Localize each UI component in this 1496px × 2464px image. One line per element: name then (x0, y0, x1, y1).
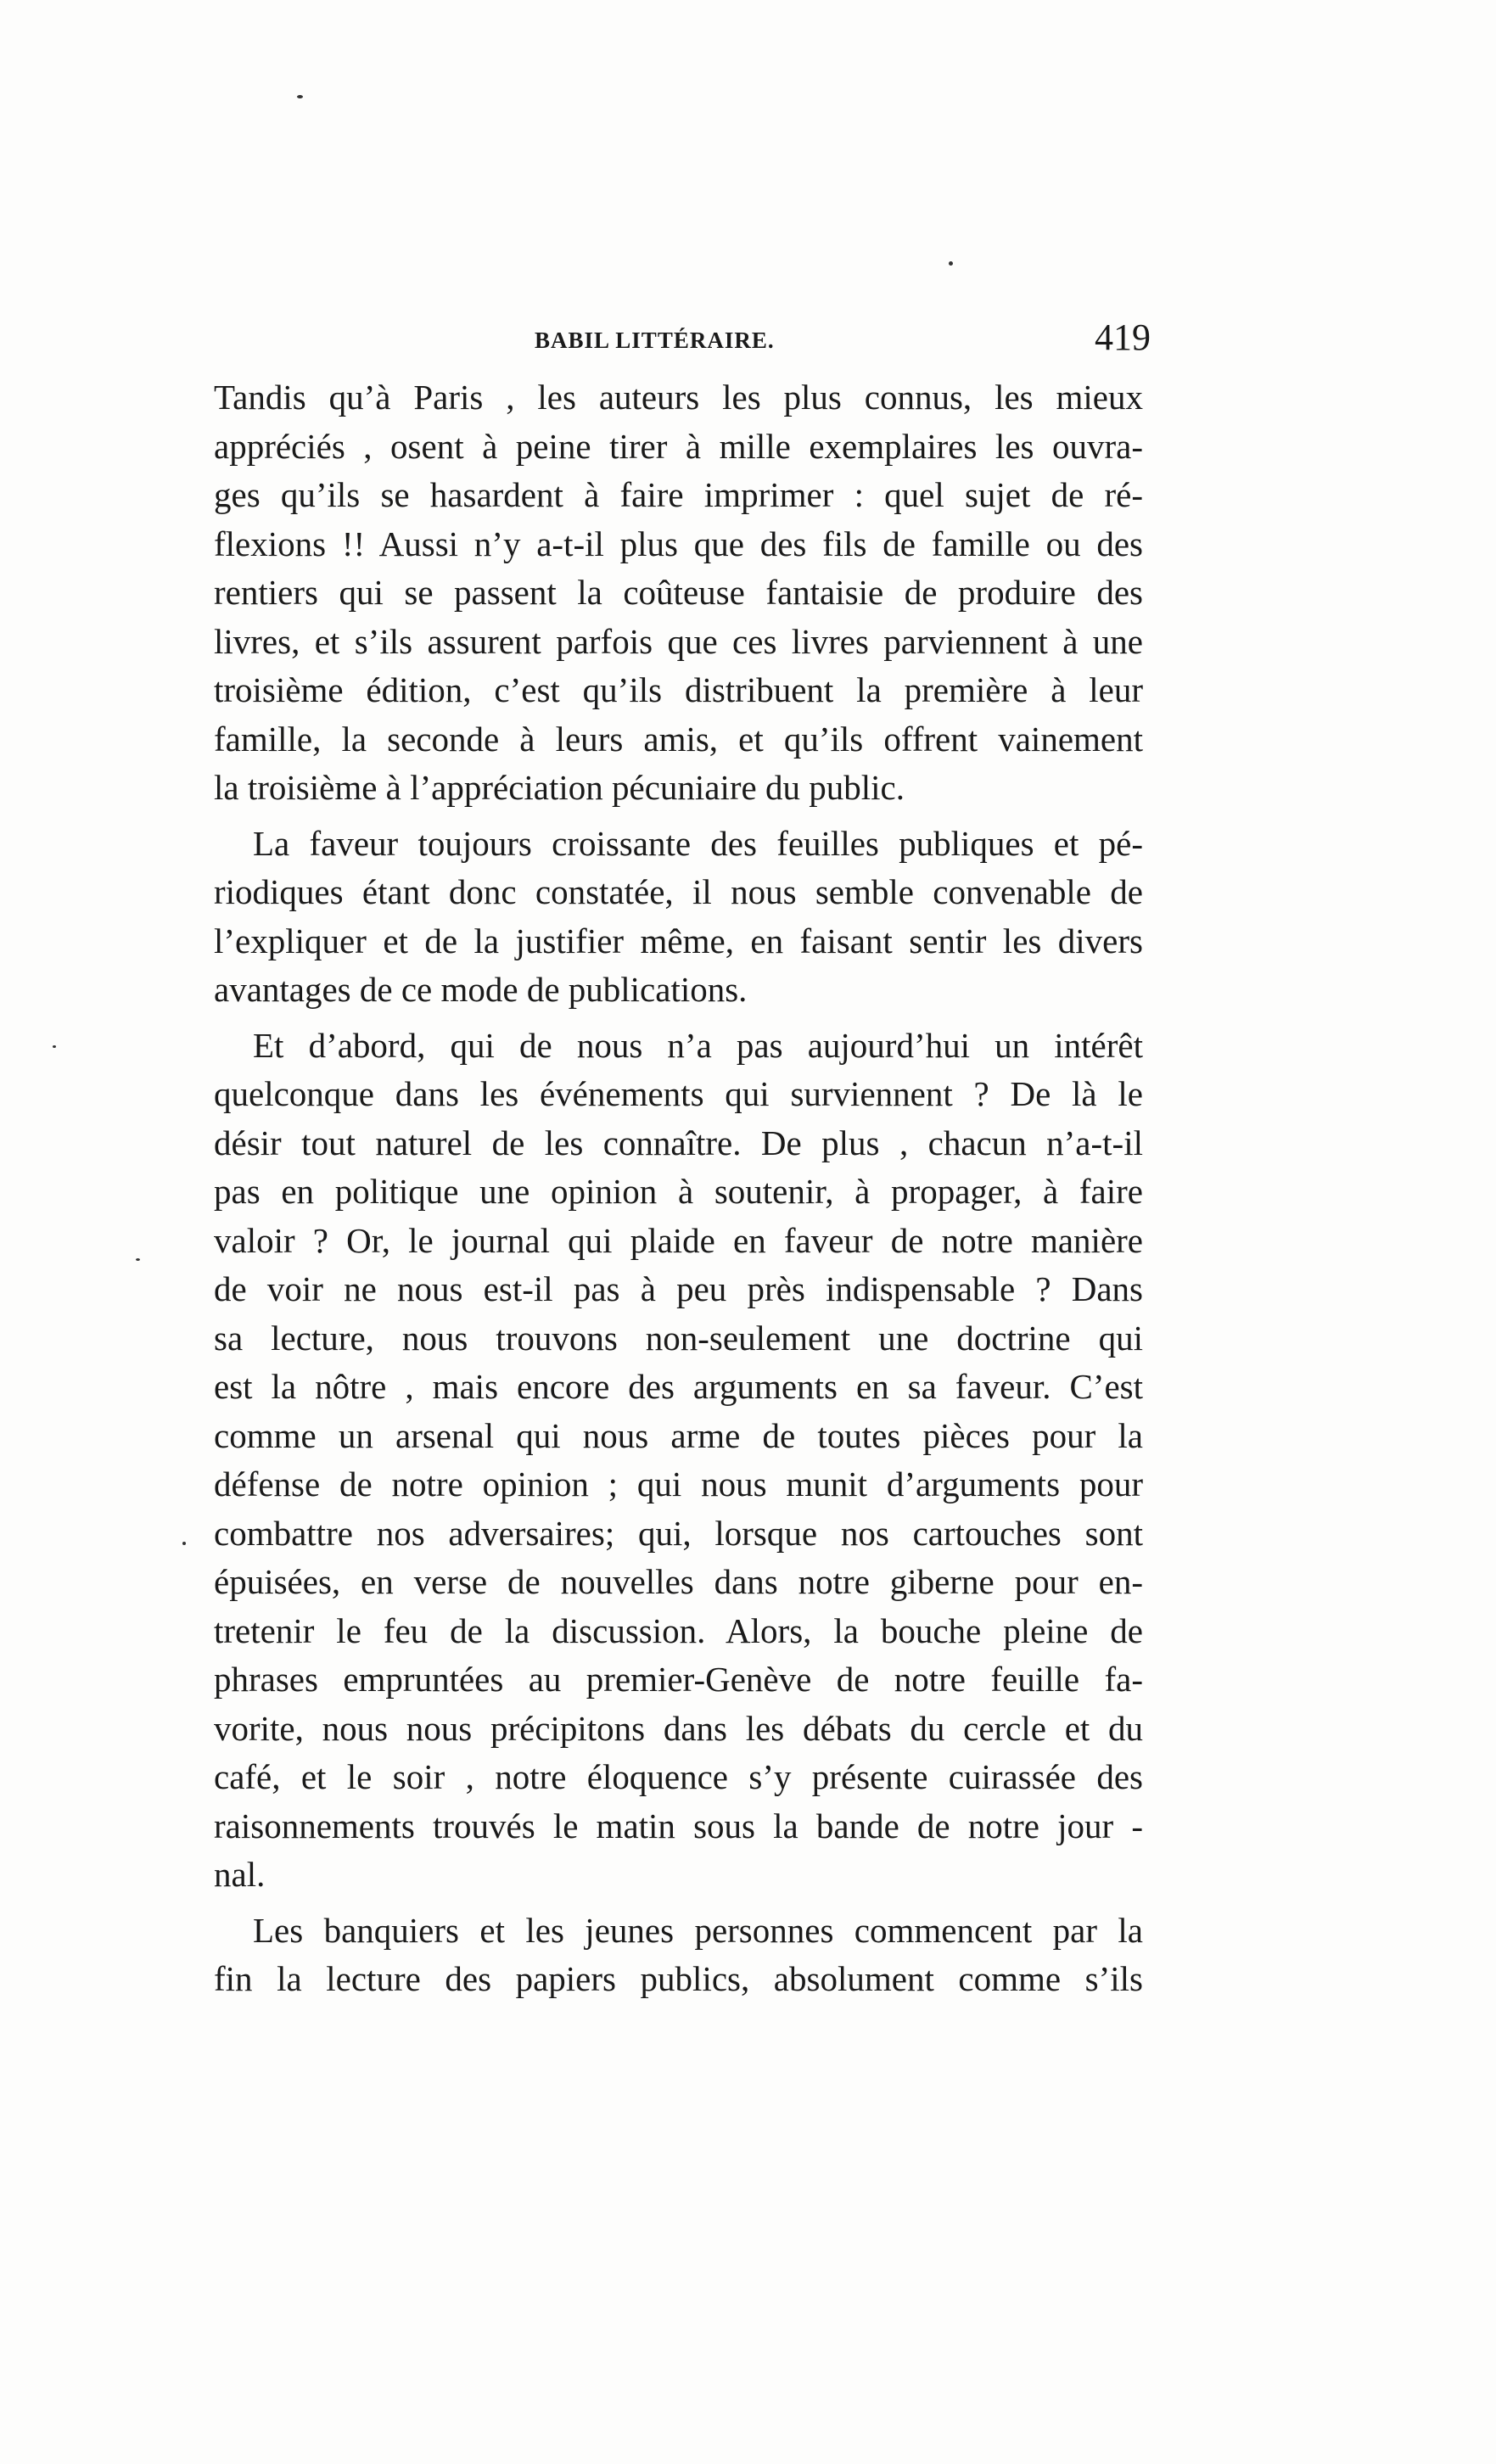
text-line: pas en politique une opinion à soutenir, à propager, à faire (214, 1172, 1143, 1211)
text-line: désir tout naturel de les connaître. De plus , chacun n’a-t-il (214, 1123, 1143, 1162)
scan-speck (53, 1045, 56, 1048)
text-line: Les banquiers et les jeunes personnes commencent par la (253, 1910, 1143, 1950)
text-line: tretenir le feu de la discussion. Alors, la bouche pleine de (214, 1610, 1143, 1650)
scan-speck (136, 1258, 140, 1261)
running-title: BABIL LITTÉRAIRE. (535, 328, 775, 353)
text-line: défense de notre opinion ; qui nous munit d’arguments pour (214, 1464, 1143, 1504)
text-line: nal. (214, 1855, 266, 1894)
text-line: avantages de ce mode de publications. (214, 970, 748, 1009)
text-line: de voir ne nous est-il pas à peu près indispensable ? Dans (214, 1269, 1143, 1308)
text-line: phrases empruntées au premier-Genève de notre feuille fa- (214, 1660, 1143, 1699)
text-line: la troisième à l’appréciation pécuniaire du public. (214, 768, 905, 807)
text-line: valoir ? Or, le journal qui plaide en faveur de notre manière (214, 1220, 1143, 1260)
text-line: café, et le soir , notre éloquence s’y présente cuirassée des (214, 1757, 1143, 1796)
text-line: famille, la seconde à leurs amis, et qu’ils offrent vainement (214, 719, 1143, 759)
paragraph-1 (214, 373, 1143, 813)
text-line: quelconque dans les événements qui surviennent ? De là le (214, 1074, 1143, 1113)
text-line: vorite, nous nous précipitons dans les débats du cercle et du (214, 1708, 1143, 1748)
paragraph-3 (214, 1022, 1143, 1900)
text-line: livres, et s’ils assurent parfois que ces livres parviennent à une (214, 621, 1143, 661)
text-line: Et d’abord, qui de nous n’a pas aujourd’hui un intérêt (253, 1025, 1143, 1065)
text-line: l’expliquer et de la justifier même, en faisant sentir les divers (214, 921, 1143, 960)
text-line: appréciés , osent à peine tirer à mille exemplaires les ouvra- (214, 426, 1143, 466)
body-text (214, 373, 1143, 2004)
paragraph-2 (214, 820, 1143, 1015)
running-head (212, 316, 1163, 367)
text-line: troisième édition, c’est qu’ils distribuent la première à leur (214, 670, 1143, 709)
text-line: est la nôtre , mais encore des arguments en sa faveur. C’est (214, 1367, 1143, 1406)
text-line: sa lecture, nous trouvons non-seulement une doctrine qui (214, 1318, 1143, 1358)
text-line: épuisées, en verse de nouvelles dans notre giberne pour en- (214, 1562, 1143, 1601)
text-line: comme un arsenal qui nous arme de toutes pièces pour la (214, 1415, 1143, 1455)
scan-speck (182, 1542, 186, 1545)
paragraph-4 (214, 1907, 1143, 2004)
text-line: Tandis qu’à Paris , les auteurs les plus connus, les mieux (214, 378, 1143, 417)
scan-speck (297, 95, 303, 98)
text-line: raisonnements trouvés le matin sous la bande de notre jour - (214, 1806, 1143, 1845)
text-line: riodiques étant donc constatée, il nous semble convenable de (214, 872, 1143, 911)
page-number: 419 (1095, 316, 1151, 358)
text-line: La faveur toujours croissante des feuilles publiques et pé- (253, 823, 1143, 863)
text-line: flexions !! Aussi n’y a-t-il plus que des fils de famille ou des (214, 524, 1143, 563)
text-line: fin la lecture des papiers publics, absolument comme s’ils (214, 1959, 1143, 1998)
scan-speck (949, 261, 953, 266)
text-line: combattre nos adversaires; qui, lorsque nos cartouches sont (214, 1513, 1143, 1553)
text-line: rentiers qui se passent la coûteuse fantaisie de produire des (214, 573, 1143, 612)
text-line: ges qu’ils se hasardent à faire imprimer : quel sujet de ré- (214, 475, 1143, 514)
